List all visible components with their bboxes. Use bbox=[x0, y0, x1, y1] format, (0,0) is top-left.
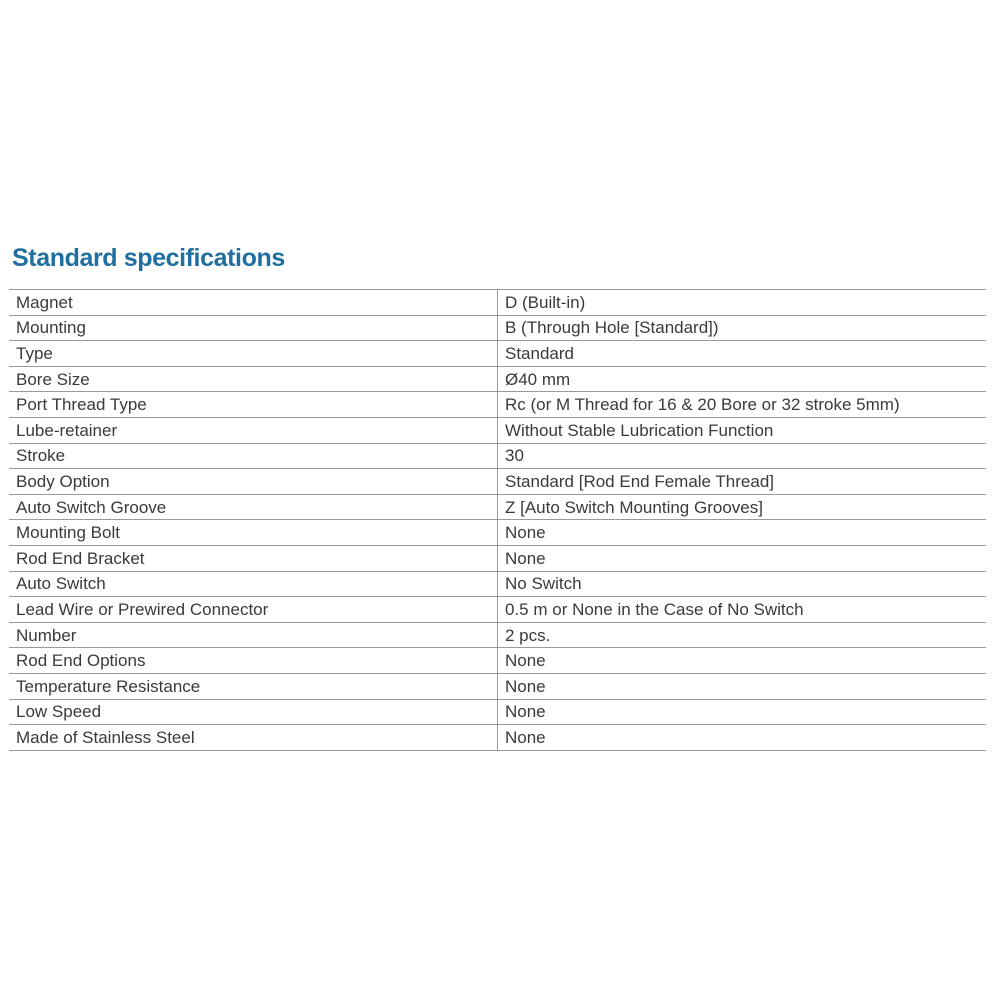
spec-label: Magnet bbox=[9, 290, 498, 316]
spec-row bbox=[9, 366, 986, 392]
spec-row bbox=[9, 673, 986, 699]
page-title: Standard specifications bbox=[12, 244, 285, 272]
spec-value: Without Stable Lubrication Function bbox=[498, 417, 987, 443]
spec-row bbox=[9, 443, 986, 469]
spec-label: Stroke bbox=[9, 443, 498, 469]
spec-row bbox=[9, 341, 986, 367]
spec-row bbox=[9, 545, 986, 571]
spec-row bbox=[9, 315, 986, 341]
spec-value: None bbox=[498, 545, 987, 571]
spec-value: 2 pcs. bbox=[498, 622, 987, 648]
spec-label: Made of Stainless Steel bbox=[9, 725, 498, 751]
spec-value: None bbox=[498, 520, 987, 546]
spec-label: Mounting Bolt bbox=[9, 520, 498, 546]
spec-label: Auto Switch Groove bbox=[9, 494, 498, 520]
spec-value: No Switch bbox=[498, 571, 987, 597]
spec-row bbox=[9, 571, 986, 597]
spec-value: None bbox=[498, 699, 987, 725]
spec-value: Standard bbox=[498, 341, 987, 367]
spec-row bbox=[9, 494, 986, 520]
spec-label: Mounting bbox=[9, 315, 498, 341]
spec-label: Temperature Resistance bbox=[9, 673, 498, 699]
spec-row bbox=[9, 725, 986, 751]
spec-row bbox=[9, 520, 986, 546]
spec-value: None bbox=[498, 725, 987, 751]
spec-value: Ø40 mm bbox=[498, 366, 987, 392]
spec-label: Body Option bbox=[9, 469, 498, 495]
spec-value: None bbox=[498, 648, 987, 674]
spec-row bbox=[9, 417, 986, 443]
spec-label: Number bbox=[9, 622, 498, 648]
spec-value: 30 bbox=[498, 443, 987, 469]
spec-value: Standard [Rod End Female Thread] bbox=[498, 469, 987, 495]
spec-value: 0.5 m or None in the Case of No Switch bbox=[498, 597, 987, 623]
spec-value: B (Through Hole [Standard]) bbox=[498, 315, 987, 341]
spec-value: None bbox=[498, 673, 987, 699]
spec-label: Port Thread Type bbox=[9, 392, 498, 418]
spec-label: Lube-retainer bbox=[9, 417, 498, 443]
spec-label: Bore Size bbox=[9, 366, 498, 392]
spec-row bbox=[9, 392, 986, 418]
spec-row bbox=[9, 469, 986, 495]
spec-table-body bbox=[9, 290, 986, 751]
spec-row bbox=[9, 648, 986, 674]
spec-value: D (Built-in) bbox=[498, 290, 987, 316]
spec-value: Rc (or M Thread for 16 & 20 Bore or 32 stroke 5mm) bbox=[498, 392, 987, 418]
spec-row bbox=[9, 699, 986, 725]
spec-row bbox=[9, 622, 986, 648]
spec-label: Auto Switch bbox=[9, 571, 498, 597]
spec-row bbox=[9, 290, 986, 316]
spec-label: Rod End Options bbox=[9, 648, 498, 674]
spec-label: Type bbox=[9, 341, 498, 367]
spec-value: Z [Auto Switch Mounting Grooves] bbox=[498, 494, 987, 520]
spec-label: Lead Wire or Prewired Connector bbox=[9, 597, 498, 623]
spec-label: Rod End Bracket bbox=[9, 545, 498, 571]
spec-table bbox=[9, 289, 986, 751]
spec-label: Low Speed bbox=[9, 699, 498, 725]
spec-row bbox=[9, 597, 986, 623]
